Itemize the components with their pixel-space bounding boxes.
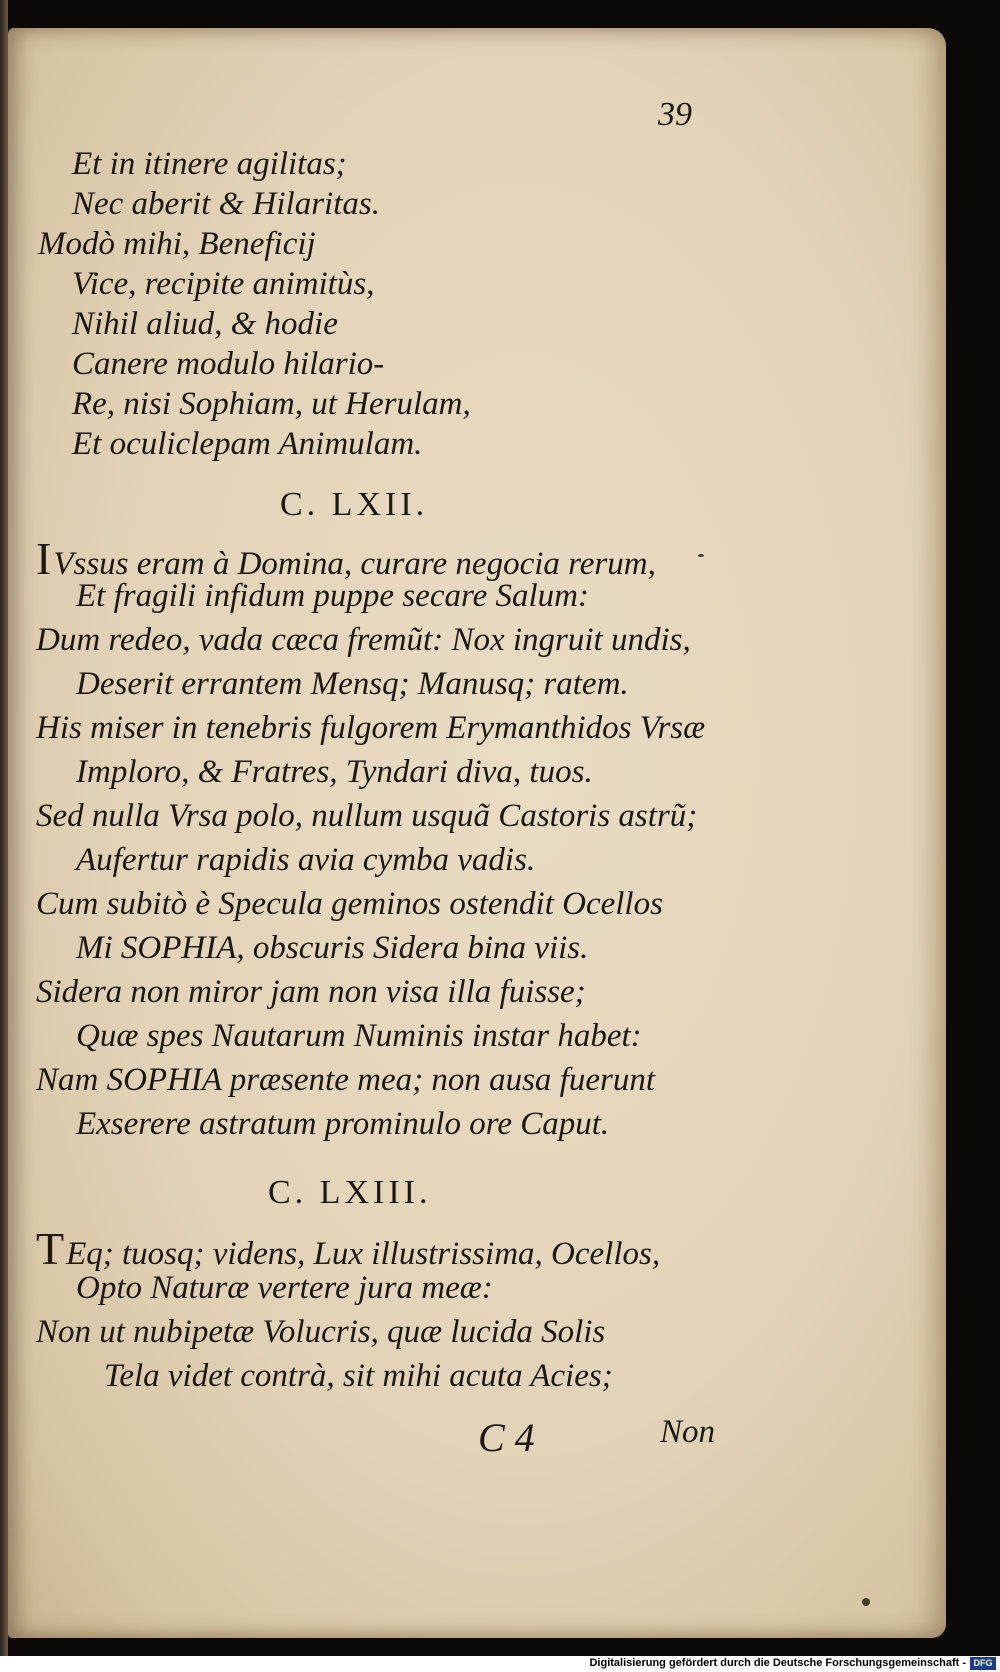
verse-line: Dum redeo, vada cæca fremũt: Nox ingruit undis, [36,622,691,658]
drop-initial: T [36,1223,65,1274]
digitization-credit: Digitalisierung gefördert durch die Deutsche Forschungsgemeinschaft - [589,1657,966,1669]
verse-text: Vssus eram à Domina, curare negocia rerum, [53,546,656,582]
verse-line: Sed nulla Vrsa polo, nullum usquã Castoris astrũ; [36,798,698,834]
book-page [8,28,946,1638]
intro-line: Canere modulo hilario- [72,346,385,382]
verse-line-first [36,1223,661,1274]
ink-spot [698,554,704,557]
intro-line: Nihil aliud, & hodie [72,306,338,342]
verse-line: Et fragili infidum puppe secare Salum: [76,578,589,614]
intro-line: Et oculiclepam Animulam. [72,426,423,462]
drop-initial: I [36,533,52,584]
page-number: 39 [658,96,692,133]
page-binding-edge [0,0,8,1656]
digitization-footer [0,1656,1000,1672]
verse-line: His miser in tenebris fulgorem Erymanthidos Vrsæ [36,710,706,746]
intro-line: Modò mihi, Beneficij [38,226,316,262]
verse-line: Cum subitò è Specula geminos ostendit Ocellos [36,886,663,922]
verse-line: Nam SOPHIA præsente mea; non ausa fuerunt [36,1062,656,1098]
verse-line: Opto Naturæ vertere jura meæ: [76,1270,493,1306]
verse-line: Quæ spes Nautarum Numinis instar habet: [76,1018,642,1054]
section-heading: C. LXIII. [268,1174,432,1211]
verse-line: Aufertur rapidis avia cymba vadis. [76,842,536,878]
catchword: Non [660,1414,716,1450]
signature-mark: C 4 [478,1415,535,1460]
intro-line: Vice, recipite animitùs, [72,266,375,302]
verse-line: Exserere astratum prominulo ore Caput. [76,1106,610,1142]
verse-line: Mi SOPHIA, obscuris Sidera bina viis. [76,930,589,966]
verse-line-first [36,533,656,584]
intro-line: Re, nisi Sophiam, ut Herulam, [72,386,471,422]
intro-line: Et in itinere agilitas; [72,146,347,182]
verse-line: Sidera non miror jam non visa illa fuisse; [36,974,586,1010]
ink-spot [862,1598,870,1606]
verse-line: Non ut nubipetæ Volucris, quæ lucida Solis [36,1314,606,1350]
section-heading: C. LXII. [280,486,429,523]
dfg-logo: DFG [970,1657,996,1670]
verse-line: Deserit errantem Mensq; Manusq; ratem. [76,666,629,702]
verse-line: Tela videt contrà, sit mihi acuta Acies; [104,1358,613,1394]
intro-line: Nec aberit & Hilaritas. [72,186,380,222]
verse-line: Imploro, & Fratres, Tyndari diva, tuos. [76,754,593,790]
verse-text: Eq; tuosq; videns, Lux illustrissima, Ocellos, [66,1236,661,1272]
